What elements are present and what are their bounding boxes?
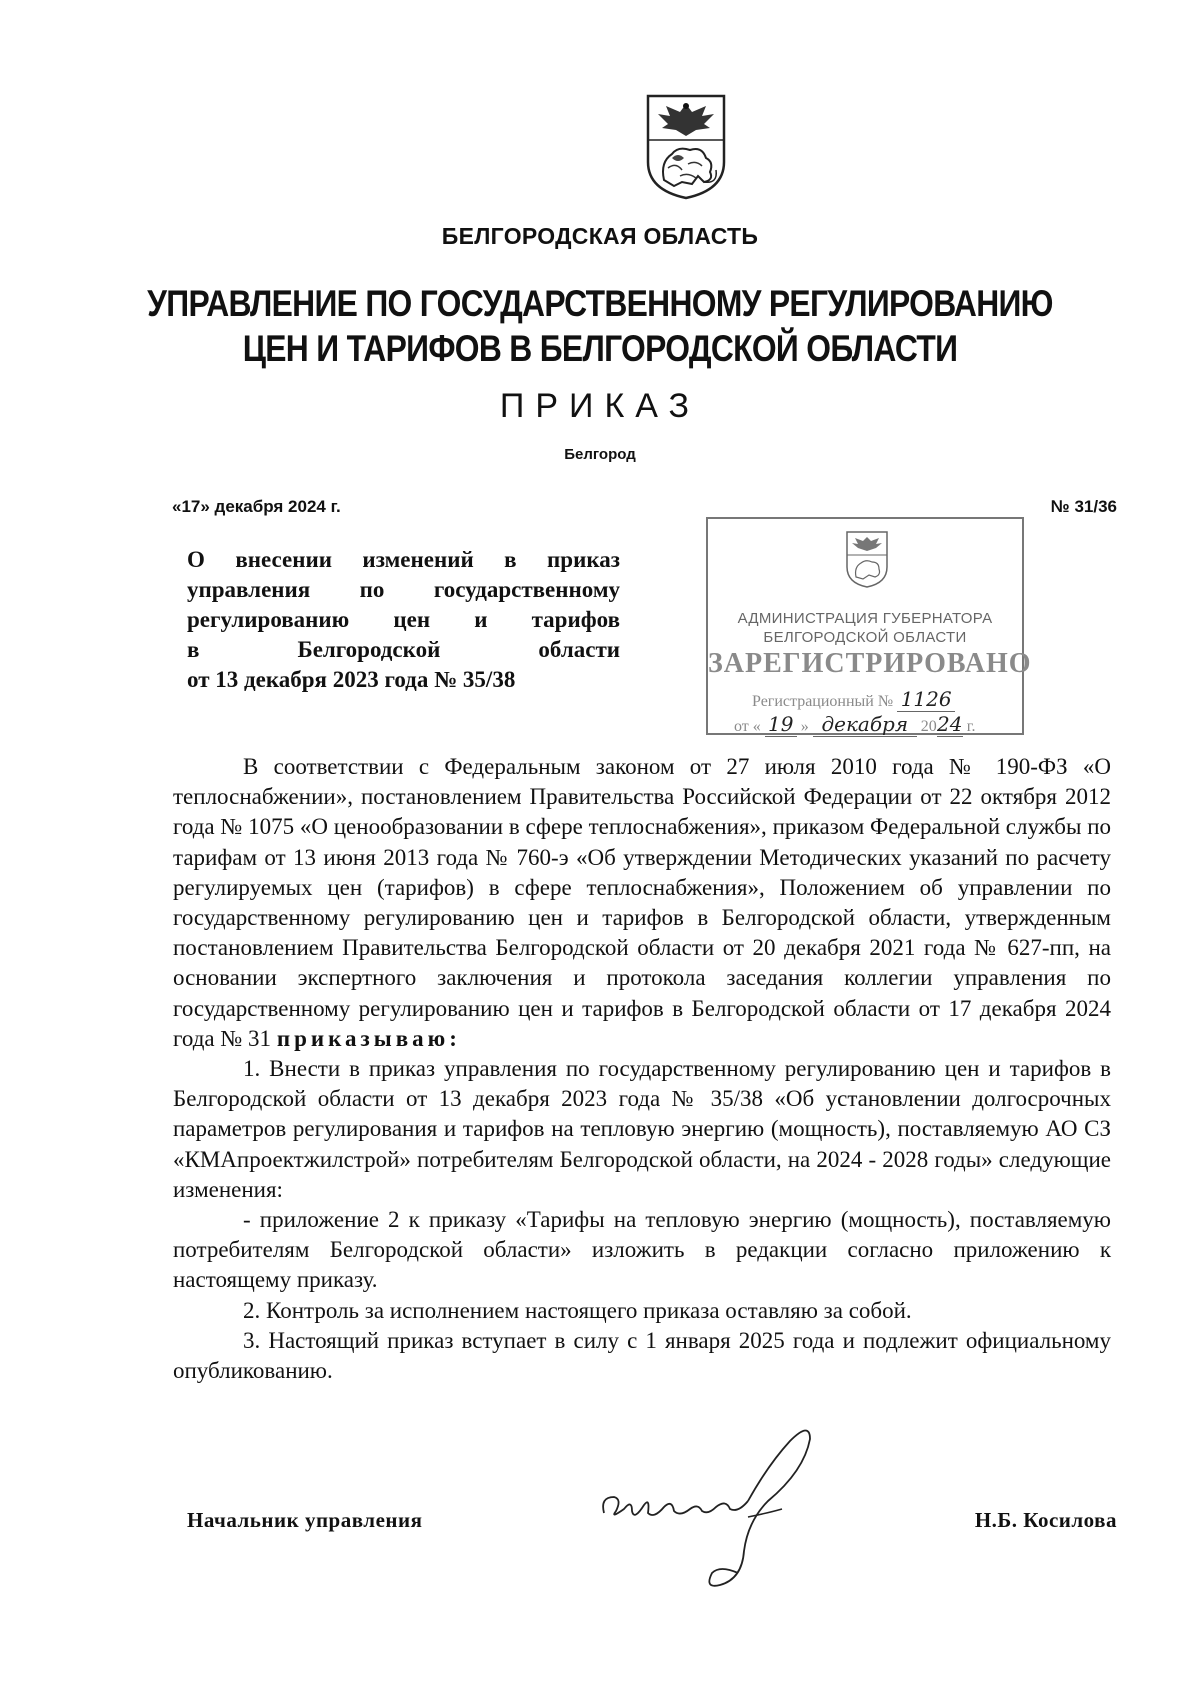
subject-line: от 13 декабря 2023 года № 35/38 [187,667,516,692]
stamp-date-year-prefix: 20 [920,718,937,735]
document-body [173,752,1111,1386]
region-name: БЕЛГОРОДСКАЯ ОБЛАСТЬ [441,223,759,249]
stamp-reg-label: Регистрационный № [752,693,894,710]
signatory-title: Начальник управления [187,1508,423,1532]
agency-name-line2: ЦЕН И ТАРИФОВ В БЕЛГОРОДСКОЙ ОБЛАСТИ [242,328,958,369]
subject-line: О внесении изменений в приказ [187,547,620,572]
preamble-paragraph [173,752,1111,1054]
coat-of-arms-emblem [644,92,728,202]
stamp-date-month: декабря [813,712,917,737]
subject-line: в Белгородской области [187,637,620,662]
item-2: 2. Контроль за исполнением настоящего приказа оставляю за собой. [243,1297,912,1323]
stamp-emblem [844,529,890,589]
stamp-date-suffix: г. [966,718,976,735]
item-3: 3. Настоящий приказ вступает в силу с 1 января 2025 года и подлежит официальному опубликованию. [173,1327,1111,1384]
item-1-sub: - приложение 2 к приказу «Тарифы на тепловую энергию (мощность), поставляемую потребителям Белгородской области» изложить в редакции согласно приложению к настоящему приказу. [173,1207,1111,1293]
signatory-name: Н.Б. Косилова [974,1508,1117,1532]
stamp-date-year: 24 [937,712,963,736]
stamp-reg-number: 1126 [897,687,955,712]
preamble-text: В соответствии с Федеральным законом от 27 июля 2010 года № 190-ФЗ «О теплоснабжении», постановлением Правительства Российской Федерации от 22 октября 2012 года № 1075 «О ценообразовании в сфере теплоснабжения», приказом Федеральной службы по тарифам от 13 июня 2013 года № 760-э «Об утверждении Методических указаний по расчету регулируемых цен (тарифов) в сфере теплоснабжения», Положением об управлении по государственному регулированию цен и тарифов в Белгородской области, утвержденным постановлением Правительства Белгородской области от 20 декабря 2021 года № 627-пп, на основании экспертного заключения и протокола заседания коллегии управления по государственному регулированию цен и тарифов в Белгородской области от 17 декабря 2024 года № 31 [173,754,1111,1051]
stamp-registered: ЗАРЕГИСТРИРОВАНО [708,648,1032,679]
stamp-date-row [734,712,976,737]
subject-line: управления по государственному [187,577,620,602]
registration-stamp [706,517,1032,736]
stamp-reg-number-row [752,687,955,712]
document-type: ПРИКАЗ [499,387,701,425]
orders-word: приказываю: [276,1025,461,1051]
city-name: Белгород [564,446,636,463]
document-number: № 31/36 [1050,497,1117,516]
document-subject [187,545,620,695]
handwritten-signature [598,1405,878,1605]
subject-line: регулированию цен и тарифов [187,607,620,632]
stamp-org-line2: БЕЛГОРОДСКОЙ ОБЛАСТИ [763,629,967,646]
stamp-org-line1: АДМИНИСТРАЦИЯ ГУБЕРНАТОРА [737,610,993,627]
stamp-date-day: 19 [765,712,797,737]
stamp-date-mid: » [800,718,809,735]
item-1: 1. Внести в приказ управления по государственному регулированию цен и тарифов в Белгородской области от 13 декабря 2023 года № 35/38 «Об установлении долгосрочных параметров регулирования и тарифов на тепловую энергию (мощность), поставляемую АО СЗ «КМАпроектжилстрой» потребителям Белгородской области, на 2024 - 2028 годы» следующие изменения: [173,1056,1111,1202]
agency-name-line1: УПРАВЛЕНИЕ ПО ГОСУДАРСТВЕННОМУ РЕГУЛИРОВАНИЮ [147,283,1053,324]
document-date: «17» декабря 2024 г. [172,497,341,516]
stamp-date-prefix: от « [734,718,761,735]
